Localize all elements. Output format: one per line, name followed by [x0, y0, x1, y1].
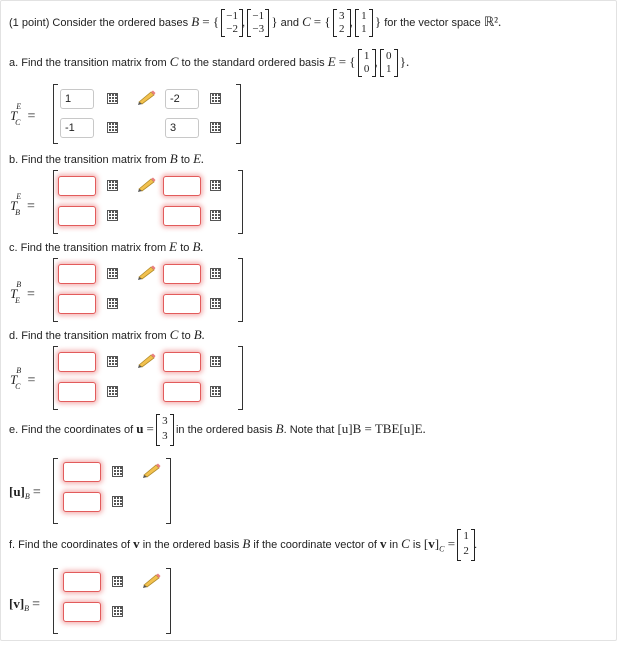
matrix-b-entry-11-grid-icon[interactable]	[107, 180, 118, 191]
matrix-d-label: $T^B_C$ =	[10, 366, 36, 392]
part-b-prompt: b. Find the transition matrix from B to E.	[9, 151, 205, 166]
c-vector-2: 1 1	[358, 9, 370, 37]
u-b-entry-1-grid-icon[interactable]	[112, 466, 123, 477]
b-vector-1: −1 −2	[224, 9, 240, 37]
matrix-c-pencil-icon[interactable]	[136, 264, 156, 280]
part-d-prompt: d. Find the transition matrix from C to B.	[9, 327, 205, 342]
matrix-a-entry-21[interactable]	[60, 118, 94, 138]
matrix-d-entry-22-grid-icon[interactable]	[210, 386, 221, 397]
u-b-entry-2-grid-icon[interactable]	[112, 496, 123, 507]
matrix-b-entry-11[interactable]	[58, 176, 96, 196]
matrix-d-entry-21-grid-icon[interactable]	[107, 386, 118, 397]
matrix-a-entry-11-grid-icon[interactable]	[107, 93, 118, 104]
matrix-d-entry-11[interactable]	[58, 352, 96, 372]
part-a-prompt: a. Find the transition matrix from C to the standard ordered basis E = { 1 0 , 0 1 }.	[9, 50, 410, 75]
v-b-entry-2-grid-icon[interactable]	[112, 606, 123, 617]
v-b-label: $[v]_B$ =	[9, 596, 41, 614]
matrix-a-entry-12-grid-icon[interactable]	[210, 93, 221, 104]
basis-c-name: C	[302, 13, 311, 29]
part-c-prompt: c. Find the transition matrix from E to B.	[9, 239, 204, 254]
matrix-b-entry-12-grid-icon[interactable]	[210, 180, 221, 191]
matrix-b-entry-21-grid-icon[interactable]	[107, 210, 118, 221]
matrix-b-entry-22-grid-icon[interactable]	[210, 210, 221, 221]
matrix-a-left-bracket	[53, 84, 58, 144]
matrix-d-pencil-icon[interactable]	[136, 352, 156, 368]
matrix-c-entry-21[interactable]	[58, 294, 96, 314]
matrix-d-right-bracket	[238, 346, 243, 410]
vector-space-symbol: ℝ².	[483, 13, 502, 29]
v-b-entry-1[interactable]	[63, 572, 101, 592]
u-b-pencil-icon[interactable]	[141, 462, 161, 478]
e-vector-1: 1 0	[361, 49, 373, 77]
matrix-c-entry-11[interactable]	[58, 264, 96, 284]
matrix-a-entry-11[interactable]	[60, 89, 94, 109]
v-b-entry-1-grid-icon[interactable]	[112, 576, 123, 587]
matrix-a-entry-22[interactable]	[165, 118, 199, 138]
and-text: and	[280, 16, 299, 29]
vc-vector: 1 2	[460, 529, 472, 561]
u-b-label: $[u]_B$ =	[9, 484, 41, 502]
matrix-b-right-bracket	[238, 170, 243, 234]
matrix-c-entry-12[interactable]	[163, 264, 201, 284]
c-vector-1: 3 2	[336, 9, 348, 37]
matrix-c-right-bracket	[238, 258, 243, 322]
part-e-formula: [u]B = TBE[u]E.	[337, 420, 426, 436]
problem-statement: (1 point) Consider the ordered bases B = { −1 −2 , −1 −3 } and C = { 3 2 , 1 1 } for the vector space ℝ².	[9, 10, 502, 35]
matrix-b-entry-22[interactable]	[163, 206, 201, 226]
u-b-right-bracket	[166, 458, 171, 524]
matrix-b-entry-21[interactable]	[58, 206, 96, 226]
u-b-left-bracket	[53, 458, 58, 524]
matrix-c-entry-12-grid-icon[interactable]	[210, 268, 221, 279]
matrix-a-entry-22-grid-icon[interactable]	[210, 122, 221, 133]
matrix-a-right-bracket	[236, 84, 241, 144]
basis-b-name: B	[191, 13, 200, 29]
b-vector-2: −1 −3	[250, 9, 266, 37]
matrix-c-entry-22-grid-icon[interactable]	[210, 298, 221, 309]
matrix-c-label: $T^B_E$ =	[10, 280, 35, 306]
matrix-c-entry-11-grid-icon[interactable]	[107, 268, 118, 279]
vector-space-text: for the vector space	[384, 16, 481, 29]
matrix-c-entry-21-grid-icon[interactable]	[107, 298, 118, 309]
matrix-a-entry-21-grid-icon[interactable]	[107, 122, 118, 133]
e-vector-2: 0 1	[383, 49, 395, 77]
matrix-d-entry-22[interactable]	[163, 382, 201, 402]
matrix-c-entry-22[interactable]	[163, 294, 201, 314]
v-b-left-bracket	[53, 568, 58, 634]
part-e-prompt: e. Find the coordinates of u = 3 3 in the ordered basis B. Note that [u]B = TBE[u]E.	[9, 414, 426, 446]
matrix-a-entry-12[interactable]	[165, 89, 199, 109]
points-text: (1 point) Consider the ordered bases	[9, 16, 189, 29]
v-b-pencil-icon[interactable]	[141, 572, 161, 588]
u-b-entry-2[interactable]	[63, 492, 101, 512]
v-b-right-bracket	[166, 568, 171, 634]
matrix-d-entry-12[interactable]	[163, 352, 201, 372]
matrix-a-pencil-icon[interactable]	[136, 89, 156, 105]
matrix-b-label: $T^E_B$ =	[10, 192, 35, 218]
v-b-entry-2[interactable]	[63, 602, 101, 622]
matrix-d-entry-21[interactable]	[58, 382, 96, 402]
matrix-a-label: $T^E_C$ =	[10, 102, 36, 128]
matrix-d-entry-11-grid-icon[interactable]	[107, 356, 118, 367]
matrix-d-entry-12-grid-icon[interactable]	[210, 356, 221, 367]
u-vector: 3 3	[159, 414, 171, 446]
matrix-b-entry-12[interactable]	[163, 176, 201, 196]
part-f-prompt: f. Find the coordinates of v in the ordered basis B if the coordinate vector of v in C is $[v]_C$ = 1 2 .	[9, 529, 477, 561]
matrix-b-pencil-icon[interactable]	[136, 176, 156, 192]
u-b-entry-1[interactable]	[63, 462, 101, 482]
